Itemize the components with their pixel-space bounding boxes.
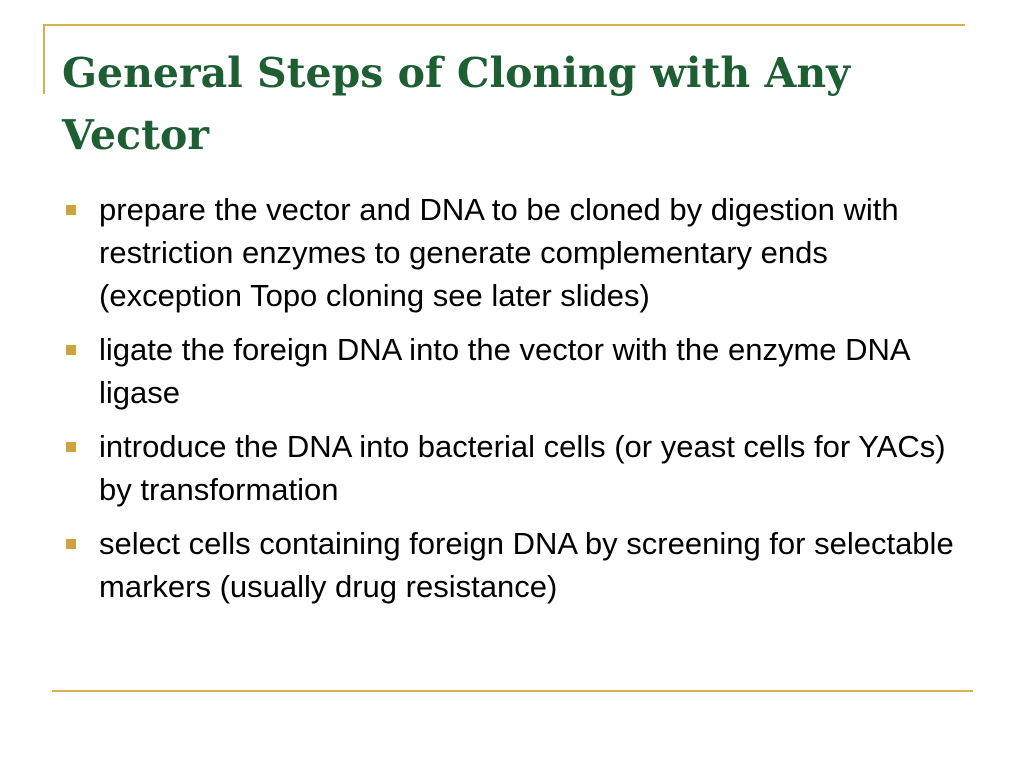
bullet-item xyxy=(60,522,960,608)
square-bullet-icon xyxy=(66,345,76,355)
frame-left-rule xyxy=(43,24,45,94)
frame-bottom-rule xyxy=(52,690,973,692)
bullet-text: select cells containing foreign DNA by screening for selectable markers (usually drug resistance) xyxy=(99,526,954,604)
slide-title: General Steps of Cloning with Any Vector xyxy=(62,49,850,159)
frame-top-rule xyxy=(43,24,965,26)
square-bullet-icon xyxy=(66,539,76,549)
square-bullet-icon xyxy=(66,442,76,452)
bullet-list xyxy=(60,188,960,619)
square-bullet-icon xyxy=(66,205,76,215)
bullet-text: introduce the DNA into bacterial cells (or yeast cells for YACs) by transformation xyxy=(99,429,946,507)
bullet-text: ligate the foreign DNA into the vector with the enzyme DNA ligase xyxy=(99,332,909,410)
bullet-text: prepare the vector and DNA to be cloned by digestion with restriction enzymes to generate complementary ends (exception Topo cloning see later slides) xyxy=(99,192,899,313)
bullet-item xyxy=(60,328,960,414)
bullet-item xyxy=(60,425,960,511)
bullet-item xyxy=(60,188,960,317)
